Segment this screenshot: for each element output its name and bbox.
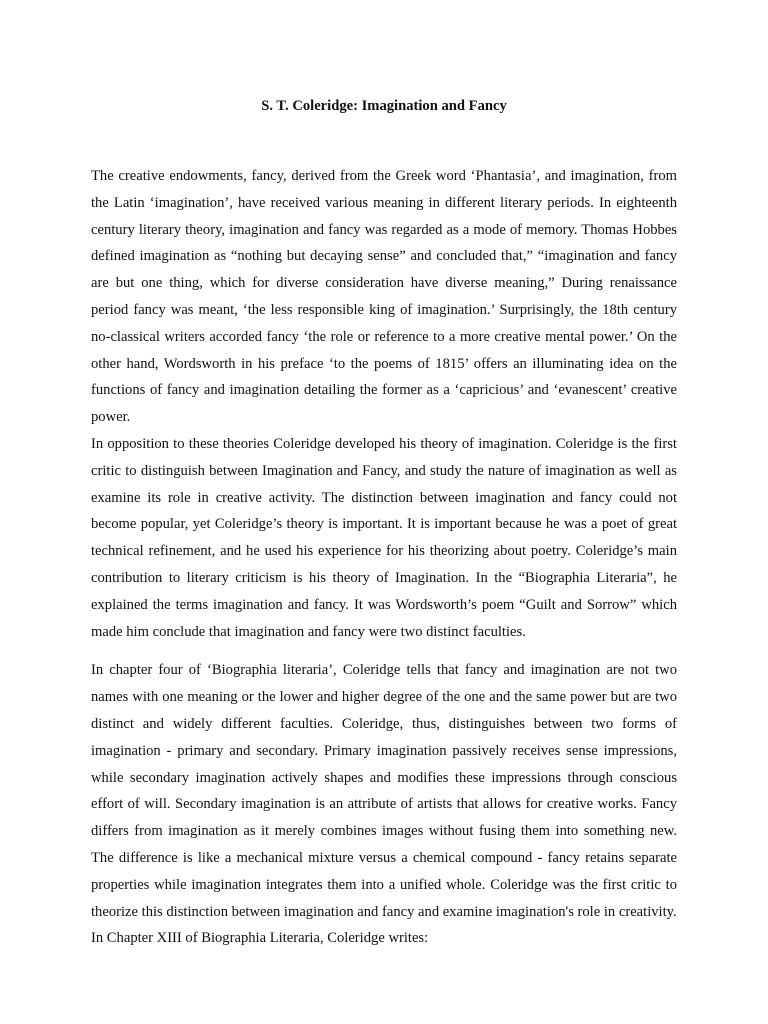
page-title: S. T. Coleridge: Imagination and Fancy [261, 98, 507, 114]
paragraph-3: In chapter four of ‘Biographia literaria’, Coleridge tells that fancy and imagination are not two names with one meaning or the lower and higher degree of the one and the same power but are two distinct and widely different faculties. Coleridge, thus, distinguishes between two forms of imagination - primary and secondary. Primary imagination passively receives sense impressions, while secondary imagination actively shapes and modifies these impressions through conscious effort of will. Secondary imagination is an attribute of artists that allows for creative works. Fancy differs from imagination as it merely combines images without fusing them into something new. The difference is like a mechanical mixture versus a chemical compound - fancy retains separate properties while imagination integrates them into a unified whole. Coleridge was the first critic to theorize this distinction between imagination and fancy and examine imagination's role in creativity. [91, 662, 677, 920]
paragraph-2: In opposition to these theories Coleridge developed his theory of imagination. Coleridge is the first critic to distinguish between Imagination and Fancy, and study the nature of imagination as well as examine its role in creative activity. The distinction between imagination and fancy could not become popular, yet Coleridge’s theory is important. It is important because he was a poet of great technical refinement, and he used his experience for his theorizing about poetry. Coleridge’s main contribution to literary criticism is his theory of Imagination. In the “Biographia Literaria”, he explained the terms imagination and fancy. It was Wordsworth’s poem “Guilt and Sorrow” which made him conclude that imagination and fancy were two distinct faculties. [91, 435, 677, 640]
paragraph-4: In Chapter XIII of Biographia Literaria, Coleridge writes: [91, 930, 429, 947]
document-body [91, 95, 677, 952]
paragraph-1: The creative endowments, fancy, derived from the Greek word ‘Phantasia’, and imagination, from the Latin ‘imagination’, have received various meaning in different literary periods. In eighteenth century literary theory, imagination and fancy was regarded as a mode of memory. Thomas Hobbes defined imagination as “nothing but decaying sense” and concluded that,” “imagination and fancy are but one thing, which for diverse consideration have diverse meaning,” During renaissance period fancy was meant, ‘the less responsible king of imagination.’ Surprisingly, the 18th century no-classical writers accorded fancy ‘the role or reference to a more creative mental power.’ On the other hand, Wordsworth in his preface ‘to the poems of 1815’ offers an illuminating idea on the functions of fancy and imagination detailing the former as a ‘capricious’ and ‘evanescent’ creative power. [91, 168, 677, 426]
